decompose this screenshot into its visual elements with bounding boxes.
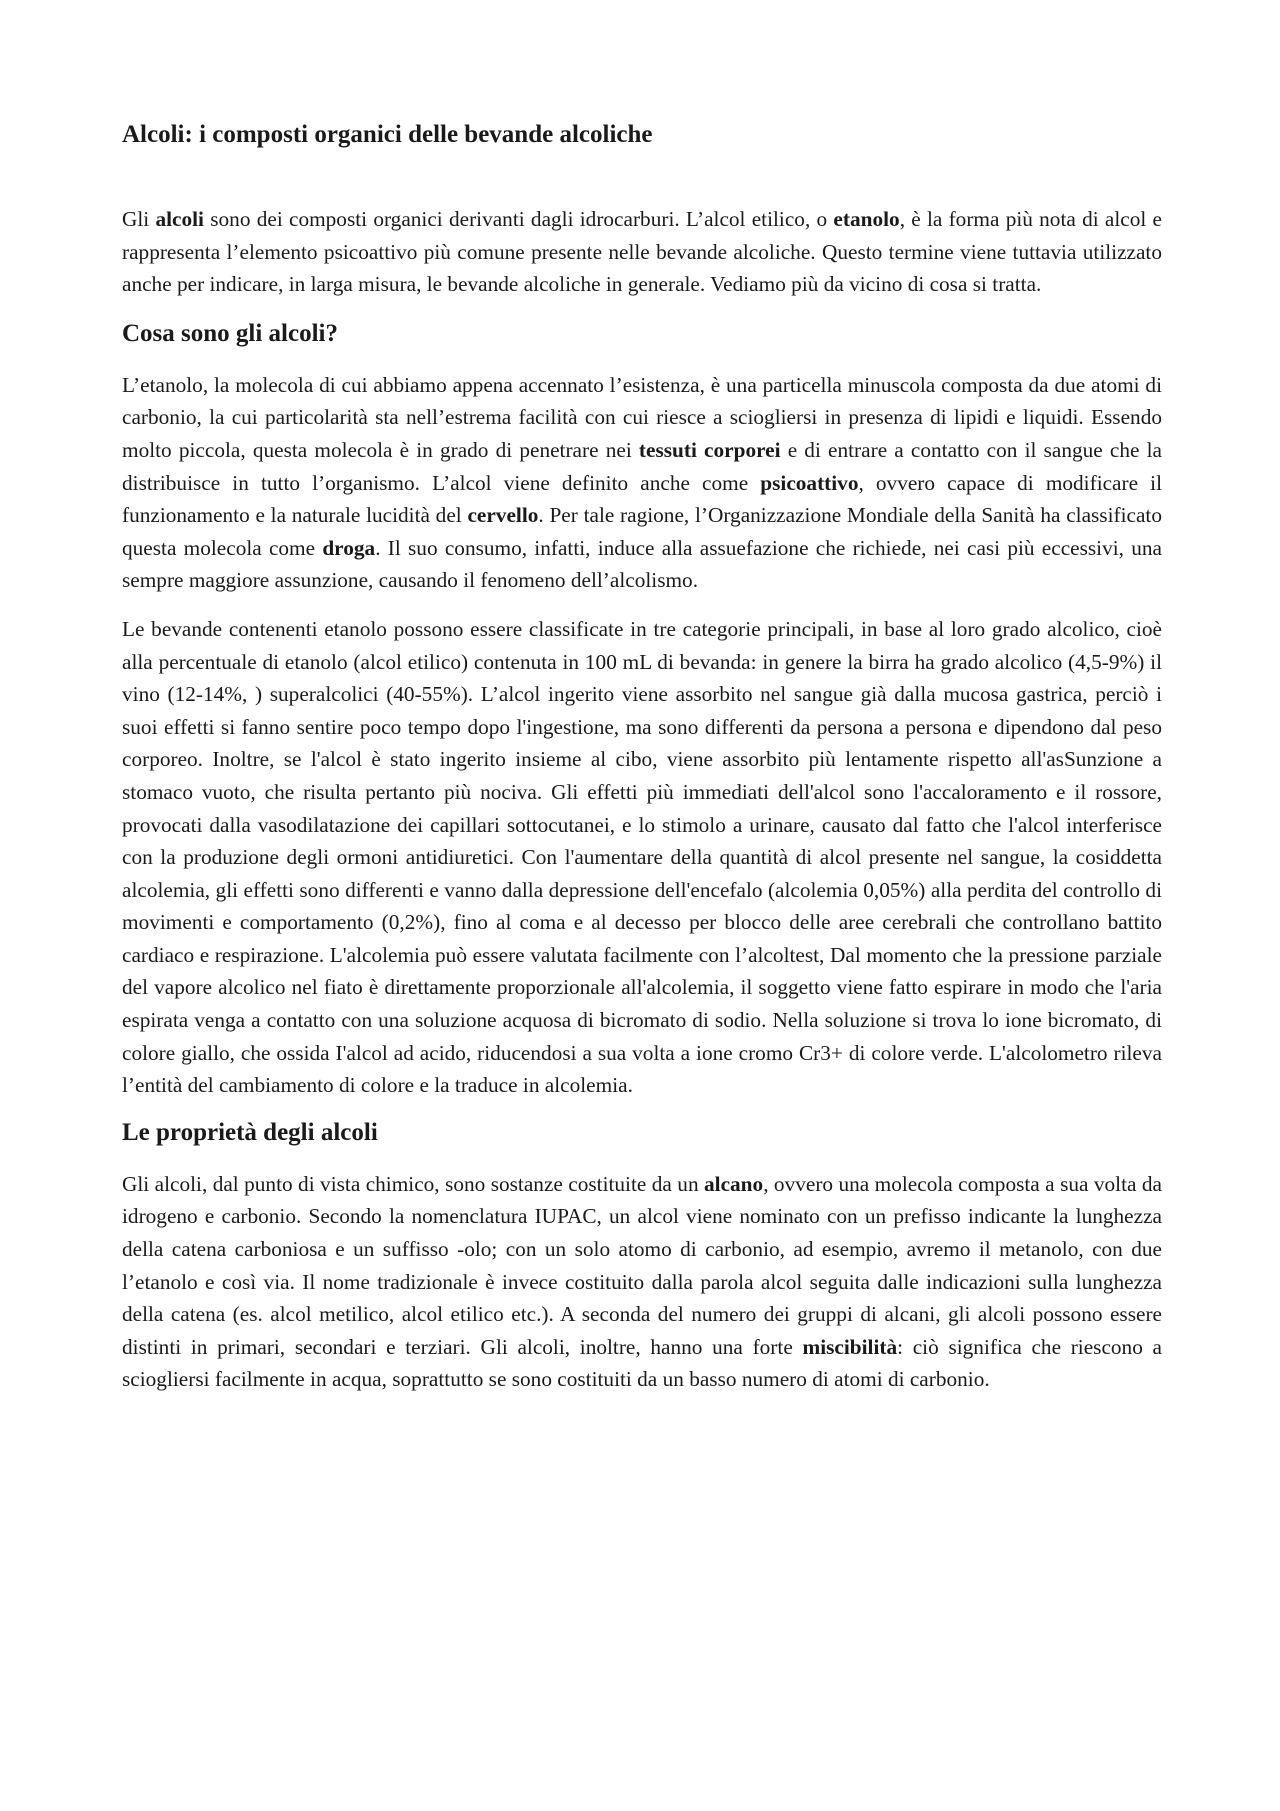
s2p1-bold-alcano: alcano: [704, 1171, 764, 1196]
intro-text-3: , è la forma più nota di alcol e rappresenta l’elemento psicoattivo più comune presente nelle bevande alcoliche. Questo termine viene tuttavia utilizzato anche per indicare, in larga misura, le bevande alcoliche in generale. Vediamo più da vicino di cosa si tratta.: [122, 207, 1162, 297]
intro-bold-etanolo: etanolo: [833, 207, 900, 231]
section-heading-cosa-sono: Cosa sono gli alcoli?: [122, 319, 338, 347]
s1p1-text-1: L’etanolo, la molecola di cui abbiamo appena accennato l’esistenza, è una particella minuscola composta da due atomi di carbonio, la cui particolarità sta nell’estrema facilità con cui riesce a sciogliersi in presenza di lipidi e liquidi. Essendo molto piccola, questa molecola è in grado di penetrare nei: [122, 372, 1162, 462]
s1p1-bold-tessuti: tessuti corporei: [638, 437, 781, 462]
s1p1-text-2: e di entrare a contatto con il sangue che la distribuisce in tutto l’organismo. L’alcol viene definito anche come: [122, 437, 1162, 495]
s1p1-text-3: , ovvero capace di modificare il funzionamento e la naturale lucidità del: [122, 470, 1162, 528]
section2-paragraph-1: [122, 1168, 1162, 1396]
section1-paragraph-2: Le bevande contenenti etanolo possono essere classificate in tre categorie principali, in base al loro grado alcolico, cioè alla percentuale di etanolo (alcol etilico) contenuta in 100 mL di bevanda: in genere la birra ha grado alcolico (4,5-9%) il vino (12-14%, ) superalcolici (40-55%). L’alcol ingerito viene assorbito nel sangue già dalla mucosa gastrica, perciò i suoi effetti si fanno sentire poco tempo dopo l'ingestione, ma sono differenti da persona a persona e dipendono dal peso corporeo. Inoltre, se l'alcol è stato ingerito insieme al cibo, viene assorbito più lentamente rispetto all'asSunzione a stomaco vuoto, che risulta pertanto più nociva. Gli effetti più immediati dell'alcol sono l'accaloramento e il rossore, provocati dalla vasodilatazione dei capillari sottocutanei, e lo stimolo a urinare, causato dal fatto che l'alcol interferisce con la produzione degli ormoni antidiuretici. Con l'aumentare della quantità di alcol presente nel sangue, la cosiddetta alcolemia, gli effetti sono differenti e vanno dalla depressione dell'encefalo (alcolemia 0,05%) alla perdita del controllo di movimenti e comportamento (0,2%), fino al coma e al decesso per blocco delle aree cerebrali che controllano battito cardiaco e respirazione. L'alcolemia può essere valutata facilmente con l’alcoltest, Dal momento che la pressione parziale del vapore alcolico nel fiato è direttamente proporzionale all'alcolemia, il soggetto viene fatto espirare in modo che l'aria espirata venga a contatto con una soluzione acquosa di bicromato di sodio. Nella soluzione si trova lo ione bicromato, di colore giallo, che ossida I'alcol ad acido, riducendosi a sua volta a ione cromo Cr3+ di colore verde. L'alcolometro rileva l’entità del cambiamento di colore e la traduce in alcolemia.: [122, 616, 1162, 1098]
section1-paragraph-1: [122, 369, 1162, 597]
s1p1-text-5: . Il suo consumo, infatti, induce alla assuefazione che richiede, nei casi più eccessivi, una sempre maggiore assunzione, causando il fenomeno dell’alcolismo.: [122, 535, 1162, 593]
intro-bold-alcoli: alcoli: [155, 207, 204, 231]
section-heading-proprieta: Le proprietà degli alcoli: [122, 1118, 378, 1146]
intro-paragraph: [122, 203, 1162, 301]
page-title: Alcoli: i composti organici delle bevande alcoliche: [122, 121, 653, 148]
intro-text-1: Gli: [122, 207, 156, 231]
s2p1-bold-miscibilita: miscibilità: [802, 1334, 898, 1359]
s2p1-text-2: , ovvero una molecola composta a sua volta da idrogeno e carbonio. Secondo la nomenclatura IUPAC, un alcol viene nominato con un prefisso indicante la lunghezza della catena carboniosa e un suffisso -olo; con un solo atomo di carbonio, ad esempio, avremo il metanolo, con due l’etanolo e così via. Il nome tradizionale è invece costituito dalla parola alcol seguita dalle indicazioni sulla lunghezza della catena (es. alcol metilico, alcol etilico etc.). A seconda del numero dei gruppi di alcani, gli alcoli possono essere distinti in primari, secondari e terziari. Gli alcoli, inoltre, hanno una forte: [122, 1171, 1162, 1359]
s2p1-text-3: : ciò significa che riescono a sciogliersi facilmente in acqua, soprattutto se sono costituiti da un basso numero di atomi di carbonio.: [122, 1334, 1163, 1392]
s1p1-bold-cervello: cervello: [467, 503, 539, 528]
s1p1-bold-psicoattivo: psicoattivo: [760, 470, 859, 495]
s1p1-bold-droga: droga: [322, 535, 376, 560]
s1p1-text-4: . Per tale ragione, l’Organizzazione Mondiale della Sanità ha classificato questa molecola come: [122, 503, 1162, 560]
intro-text-2: sono dei composti organici derivanti dagli idrocarburi. L’alcol etilico, o: [203, 207, 834, 231]
s2p1-text-1: Gli alcoli, dal punto di vista chimico, sono sostanze costituite da un: [122, 1171, 705, 1196]
